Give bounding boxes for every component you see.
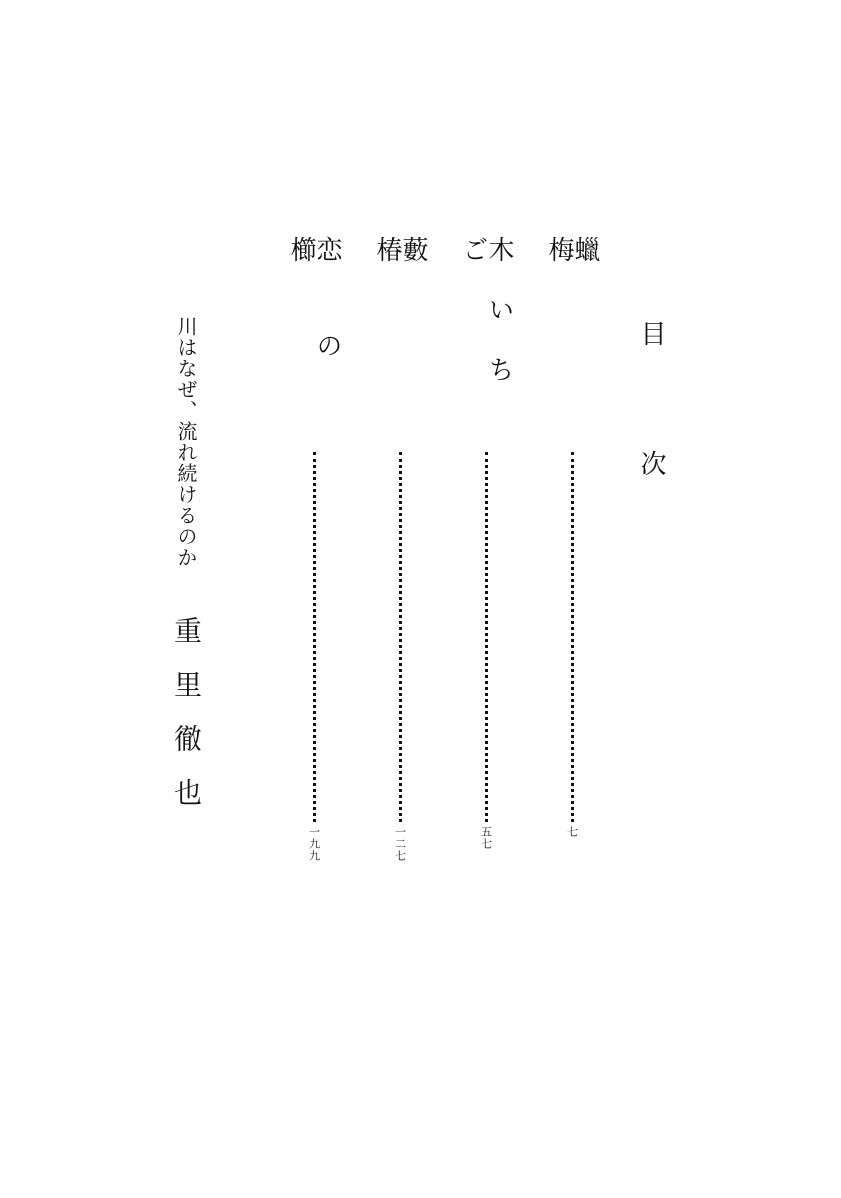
toc-entry[interactable] — [460, 236, 512, 850]
dotted-leader — [485, 452, 488, 822]
toc-entry-page-number: 一九九 — [307, 826, 321, 862]
toc-entry[interactable] — [546, 236, 598, 838]
toc-entry[interactable] — [288, 236, 340, 862]
toc-entry-title: 藪椿 — [372, 236, 428, 410]
toc-entry-page-number: 五七 — [479, 826, 493, 850]
dotted-leader — [399, 452, 402, 822]
toc-entry[interactable] — [374, 236, 426, 862]
toc-entry-page-number: 一二七 — [393, 826, 407, 862]
dotted-leader — [313, 452, 316, 822]
toc-heading: 目次 — [636, 320, 666, 580]
toc-entry-title: 木いちご — [458, 236, 514, 416]
toc-heading-column — [638, 320, 664, 580]
author-work-title: 川はなぜ、流れ続けるのか — [174, 316, 198, 568]
toc-entry-title: 恋の櫛 — [286, 236, 342, 428]
toc-entry-title: 蠟梅 — [544, 236, 600, 410]
dotted-leader — [571, 452, 574, 822]
author-name: 重里徹也 — [170, 616, 203, 832]
toc-entry-page-number: 七 — [565, 826, 579, 838]
author-block — [170, 316, 203, 832]
